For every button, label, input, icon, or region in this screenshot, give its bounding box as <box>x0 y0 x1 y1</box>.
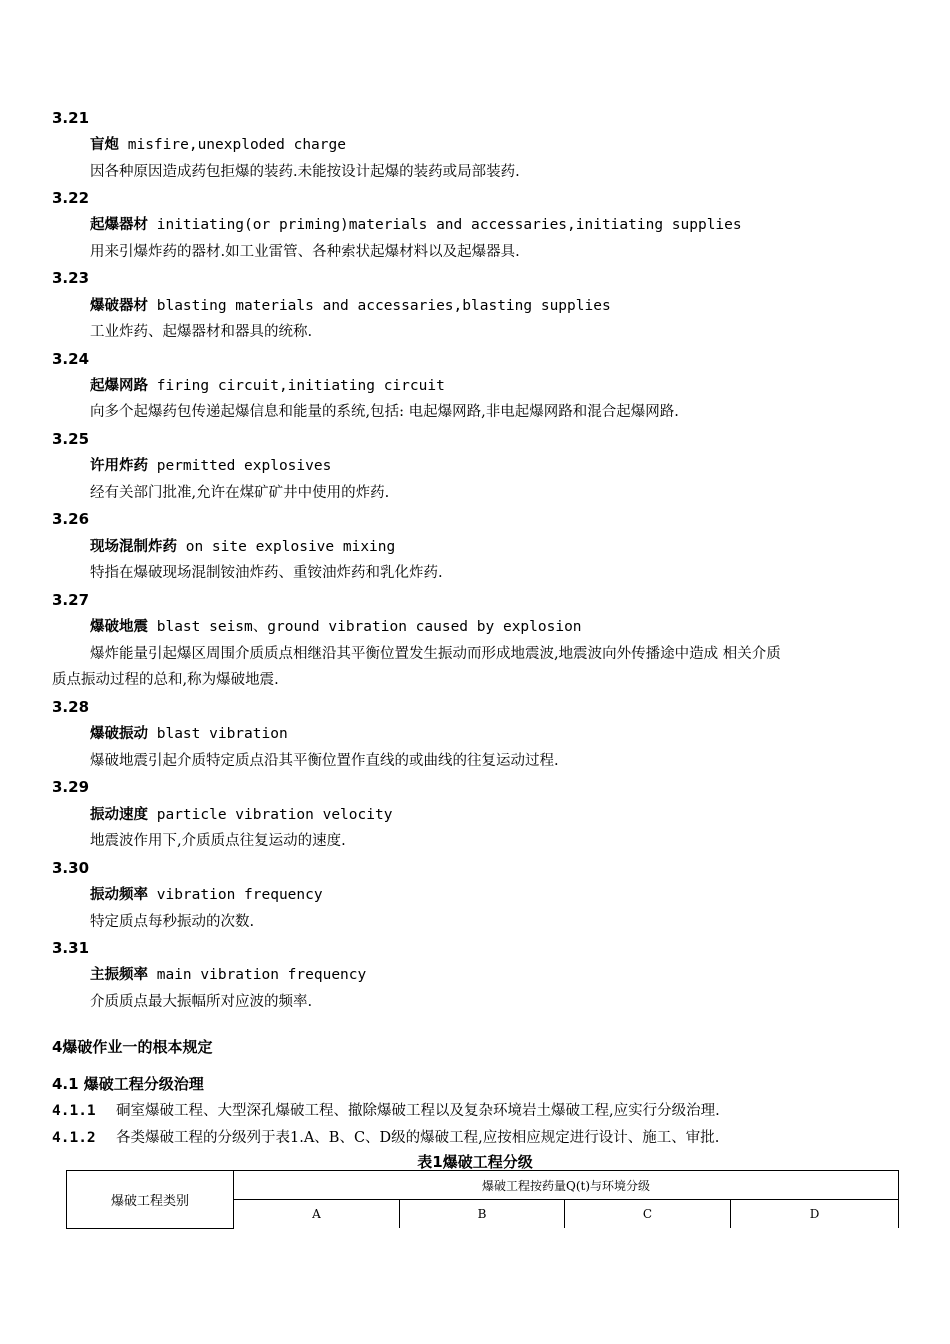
term-definition: 因各种原因造成药包拒爆的装药.未能按设计起爆的装药或局部装药. <box>90 164 520 180</box>
term-english: initiating(or priming)materials and accessaries,initiating supplies <box>148 217 742 233</box>
grade-header: A <box>234 1200 400 1229</box>
term-definition-continued: 质点振动过程的总和,称为爆破地震. <box>52 672 279 688</box>
term-chinese: 爆破振动 <box>90 726 148 742</box>
term-chinese: 振动速度 <box>90 807 148 823</box>
term-number: 3.22 <box>52 189 90 207</box>
term-title <box>90 456 331 476</box>
grade-header: D <box>731 1200 899 1229</box>
grade-header: C <box>565 1200 731 1229</box>
term-english: blast vibration <box>148 726 288 742</box>
term-number: 3.27 <box>52 591 90 609</box>
term-english: particle vibration velocity <box>148 807 393 823</box>
term-title <box>90 376 445 396</box>
term-definition: 爆破地震引起介质特定质点沿其平衡位置作直线的或曲线的往复运动过程. <box>90 753 559 769</box>
clause-text: 硐室爆破工程、大型深孔爆破工程、撤除爆破工程以及复杂环境岩土爆破工程,应实行分级治理. <box>116 1103 720 1119</box>
table-caption: 表1爆破工程分级 <box>417 1153 533 1171</box>
term-chinese: 盲炮 <box>90 137 119 153</box>
term-number: 3.25 <box>52 430 90 448</box>
term-english: misfire,unexploded charge <box>119 137 346 153</box>
clause-number: 4.1.2 <box>52 1130 96 1146</box>
section-heading: 4爆破作业一的根本规定 <box>52 1038 213 1056</box>
category-header: 爆破工程类别 <box>67 1171 234 1229</box>
term-definition: 爆炸能量引起爆区周围介质质点相继沿其平衡位置发生振动而形成地震波,地震波向外传播途中造成 相关介质 <box>90 646 781 662</box>
term-english: vibration frequency <box>148 887 323 903</box>
term-number: 3.21 <box>52 109 90 127</box>
term-chinese: 起爆器材 <box>90 217 148 233</box>
term-definition: 介质质点最大振幅所对应波的频率. <box>90 994 313 1010</box>
clause <box>52 1101 720 1121</box>
term-english: main vibration frequency <box>148 967 367 983</box>
term-english: firing circuit,initiating circuit <box>148 378 445 394</box>
term-title <box>90 885 323 905</box>
term-title <box>90 617 582 637</box>
term-definition: 特指在爆破现场混制铵油炸药、重铵油炸药和乳化炸药. <box>90 565 443 581</box>
term-chinese: 振动频率 <box>90 887 148 903</box>
term-definition: 用来引爆炸药的器材.如工业雷管、各种索状起爆材料以及起爆器具. <box>90 244 520 260</box>
classification-table <box>66 1170 899 1229</box>
term-definition: 经有关部门批准,允许在煤矿矿井中使用的炸药. <box>90 485 390 501</box>
term-definition: 向多个起爆药包传递起爆信息和能量的系统,包括: 电起爆网路,非电起爆网路和混合起爆网路. <box>90 404 679 420</box>
group-header: 爆破工程按药量Q(t)与环境分级 <box>234 1171 899 1200</box>
term-number: 3.30 <box>52 859 90 877</box>
term-title <box>90 215 742 235</box>
term-chinese: 起爆网路 <box>90 378 148 394</box>
clause-number: 4.1.1 <box>52 1103 96 1119</box>
term-english: permitted explosives <box>148 458 332 474</box>
term-english: blast seism、ground vibration caused by explosion <box>148 619 582 635</box>
term-definition: 地震波作用下,介质质点往复运动的速度. <box>90 833 346 849</box>
term-number: 3.23 <box>52 269 90 287</box>
term-title <box>90 724 288 744</box>
term-chinese: 现场混制炸药 <box>90 539 177 555</box>
term-definition: 特定质点每秒振动的次数. <box>90 914 255 930</box>
term-chinese: 主振频率 <box>90 967 148 983</box>
term-english: on site explosive mixing <box>177 539 396 555</box>
term-number: 3.28 <box>52 698 90 716</box>
term-chinese: 许用炸药 <box>90 458 148 474</box>
subsection-heading: 4.1 爆破工程分级治理 <box>52 1075 204 1093</box>
clause <box>52 1128 719 1148</box>
term-english: blasting materials and accessaries,blasting supplies <box>148 298 611 314</box>
term-number: 3.31 <box>52 939 90 957</box>
term-chinese: 爆破器材 <box>90 298 148 314</box>
term-number: 3.29 <box>52 778 90 796</box>
term-number: 3.24 <box>52 350 90 368</box>
term-title <box>90 296 611 316</box>
term-number: 3.26 <box>52 510 90 528</box>
grade-header: B <box>400 1200 565 1229</box>
clause-text: 各类爆破工程的分级列于表1.A、B、C、D级的爆破工程,应按相应规定进行设计、施工、审批. <box>116 1130 720 1146</box>
term-title <box>90 805 392 825</box>
term-title <box>90 537 395 557</box>
term-title <box>90 135 346 155</box>
term-chinese: 爆破地震 <box>90 619 148 635</box>
term-definition: 工业炸药、起爆器材和器具的统称. <box>90 324 313 340</box>
table-header-row <box>67 1171 899 1200</box>
term-title <box>90 965 366 985</box>
